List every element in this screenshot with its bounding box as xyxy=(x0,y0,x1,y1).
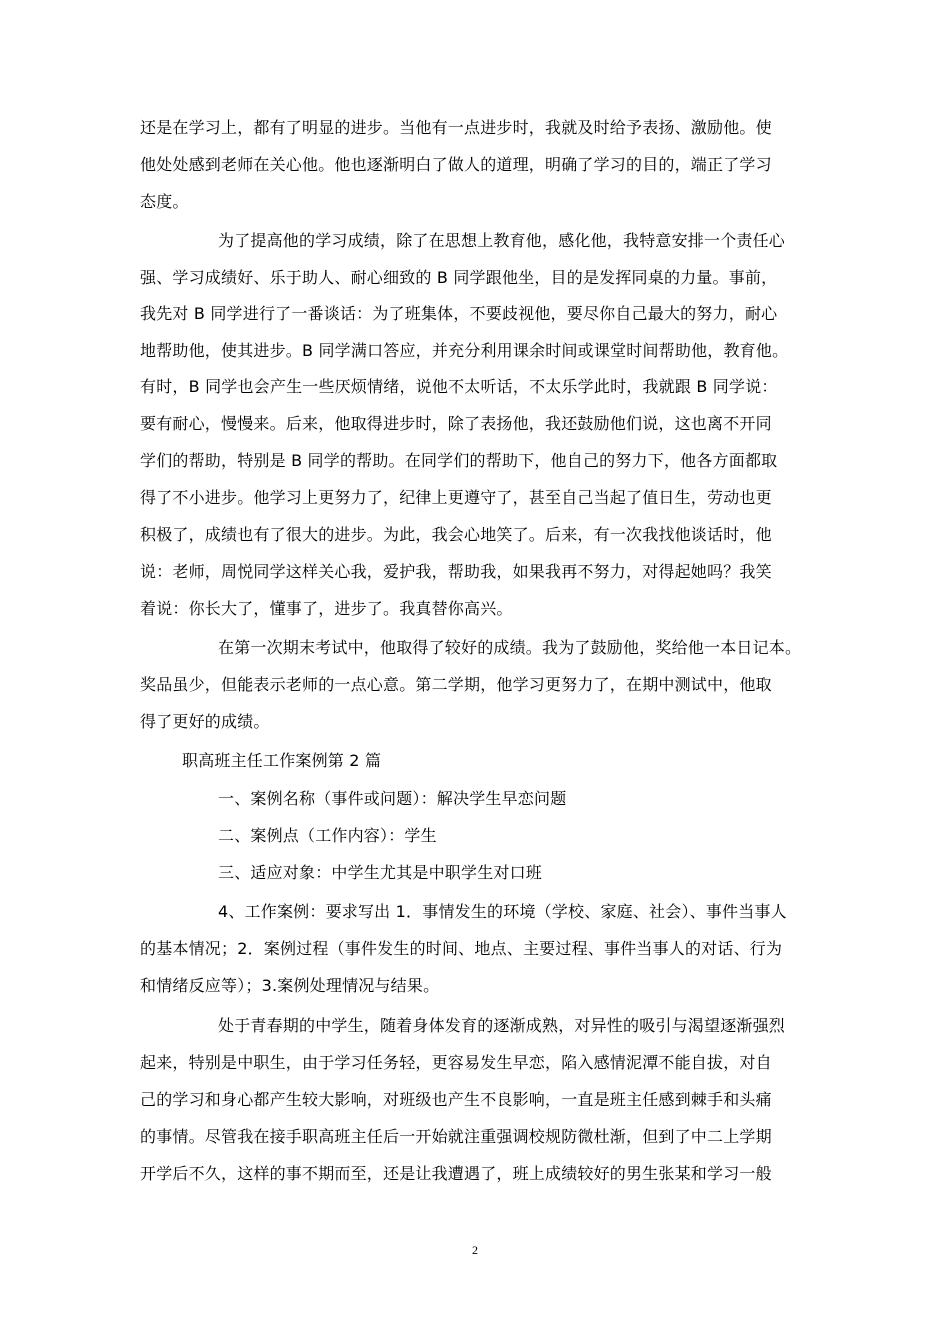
text-line: 的事情。尽管我在接手职高班主任后一开始就注重强调校规防微杜渐，但到了中二上学期 xyxy=(140,1127,772,1146)
text-line: 奖品虽少，但能表示老师的一点心意。第二学期，他学习更努力了，在期中测试中，他取 xyxy=(140,675,772,694)
text-line: 和情绪反应等）；3.案例处理情况与结果。 xyxy=(140,976,440,995)
text-line: 要有耐心，慢慢来。后来，他取得进步时，除了表扬他，我还鼓励他们说，这也离不开同 xyxy=(140,414,772,433)
text-line: 态度。 xyxy=(140,192,189,211)
text-line: 己的学习和身心都产生较大影响，对班级也产生不良影响，一直是班主任感到棘手和头痛 xyxy=(140,1090,772,1109)
text-line: 的基本情况；2．案例过程（事件发生的时间、地点、主要过程、事件当事人的对话、行为 xyxy=(140,939,783,958)
text-line: 得了更好的成绩。 xyxy=(140,712,270,731)
text-line: 开学后不久，这样的事不期而至，还是让我遭遇了，班上成绩较好的男生张某和学习一般 xyxy=(140,1164,772,1183)
text-line: 还是在学习上，都有了明显的进步。当他有一点进步时，我就及时给予表扬、激励他。使 xyxy=(140,118,772,137)
text-line: 起来，特别是中职生，由于学习任务轻，更容易发生早恋，陷入感情泥潭不能自拔，对自 xyxy=(140,1053,772,1072)
text-line: 学们的帮助，特别是 B 同学的帮助。在同学们的帮助下，他自己的努力下，他各方面都取 xyxy=(140,451,778,470)
paragraph-first-line: 为了提高他的学习成绩，除了在思想上教育他，感化他，我特意安排一个责任心 xyxy=(218,231,786,250)
paragraph-first-line: 处于青春期的中学生，随着身体发育的逐渐成熟，对异性的吸引与渴望逐渐强烈 xyxy=(218,1016,786,1035)
page-number: 2 xyxy=(472,1243,478,1257)
list-item: 一、案例名称（事件或问题）：解决学生早恋问题 xyxy=(218,789,567,808)
list-item: 二、案例点（工作内容）：学生 xyxy=(218,826,437,845)
text-line: 我先对 B 同学进行了一番谈话：为了班集体，不要歧视他，要尽你自己最大的努力，耐心 xyxy=(140,304,778,323)
text-line: 强、学习成绩好、乐于助人、耐心细致的 B 同学跟他坐，目的是发挥同桌的力量。事前， xyxy=(140,268,778,287)
paragraph-first-line: 在第一次期末考试中，他取得了较好的成绩。我为了鼓励他，奖给他一本日记本。 xyxy=(218,638,802,657)
text-line: 积极了，成绩也有了很大的进步。为此，我会心地笑了。后来，有一次我找他谈话时，他 xyxy=(140,525,772,544)
text-line: 说：老师，周悦同学这样关心我，爱护我，帮助我，如果我再不努力，对得起她吗？我笑 xyxy=(140,562,772,581)
text-line: 有时，B 同学也会产生一些厌烦情绪，说他不太听话，不太乐学此时，我就跟 B 同学说： xyxy=(140,377,778,396)
paragraph-first-line: 4、工作案例：要求写出 1．事情发生的环境（学校、家庭、社会）、事件当事人 xyxy=(218,902,787,921)
text-line: 着说：你长大了，懂事了，进步了。我真替你高兴。 xyxy=(140,599,513,618)
text-line: 得了不小进步。他学习上更努力了，纪律上更遵守了，甚至自己当起了值日生，劳动也更 xyxy=(140,488,772,507)
list-item: 三、适应对象：中学生尤其是中职学生对口班 xyxy=(218,863,543,882)
text-line: 他处处感到老师在关心他。他也逐渐明白了做人的道理，明确了学习的目的，端正了学习 xyxy=(140,155,772,174)
text-line: 地帮助他，使其进步。B 同学满口答应，并充分利用课余时间或课堂时间帮助他，教育他。 xyxy=(140,341,789,360)
section-heading: 职高班主任工作案例第 2 篇 xyxy=(182,751,382,770)
